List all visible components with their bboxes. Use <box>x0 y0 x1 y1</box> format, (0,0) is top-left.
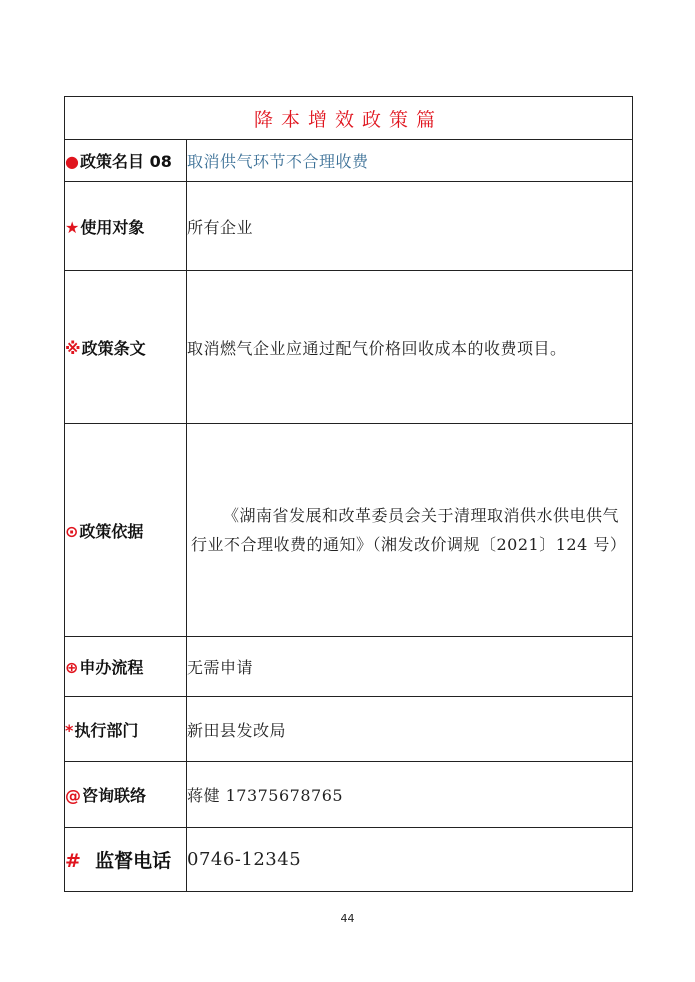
circled-dot-icon: ⊙ <box>65 521 79 541</box>
row-label-target: ★使用对象 <box>65 182 187 271</box>
table-row <box>65 637 633 697</box>
table-row <box>65 828 633 892</box>
reference-mark-icon: ※ <box>65 338 81 358</box>
circled-plus-icon: ⊕ <box>65 658 79 677</box>
policy-name-value: 取消供气环节不合理收费 <box>187 140 633 182</box>
page-number: 44 <box>340 912 355 925</box>
process-value: 无需申请 <box>187 637 633 697</box>
title-row <box>65 97 633 140</box>
page-title: 降本增效政策篇 <box>254 108 444 131</box>
table-row <box>65 182 633 271</box>
table-row <box>65 271 633 424</box>
hotline-value: 0746-12345 <box>187 828 633 892</box>
row-label-process: ⊕申办流程 <box>65 637 187 697</box>
row-label-basis: ⊙政策依据 <box>65 424 187 637</box>
hash-icon: # <box>65 850 81 872</box>
row-label-hotline: # 监督电话 <box>65 828 187 892</box>
department-value: 新田县发改局 <box>187 697 633 762</box>
star-icon: ★ <box>65 217 80 237</box>
row-label-department: *执行部门 <box>65 697 187 762</box>
bullet-icon: ● <box>65 152 79 171</box>
policy-table <box>64 96 633 892</box>
row-label-clause: ※政策条文 <box>65 271 187 424</box>
basis-value: 《湖南省发展和改革委员会关于清理取消供水供电供气行业不合理收费的通知》（湘发改价调规〔2021〕124 号） <box>187 424 633 637</box>
contact-value: 蒋健 17375678765 <box>187 762 633 828</box>
title-cell <box>65 97 633 140</box>
row-label-contact: @咨询联络 <box>65 762 187 828</box>
clause-value: 取消燃气企业应通过配气价格回收成本的收费项目。 <box>187 271 633 424</box>
at-sign-icon: @ <box>65 786 81 805</box>
policy-number: 08 <box>149 152 172 171</box>
table-row <box>65 140 633 182</box>
table-row <box>65 424 633 637</box>
target-value: 所有企业 <box>187 182 633 271</box>
row-label-policy-name: ●政策名目 08 <box>65 140 187 182</box>
table-row <box>65 762 633 828</box>
table-row <box>65 697 633 762</box>
asterisk-icon: * <box>65 720 74 740</box>
